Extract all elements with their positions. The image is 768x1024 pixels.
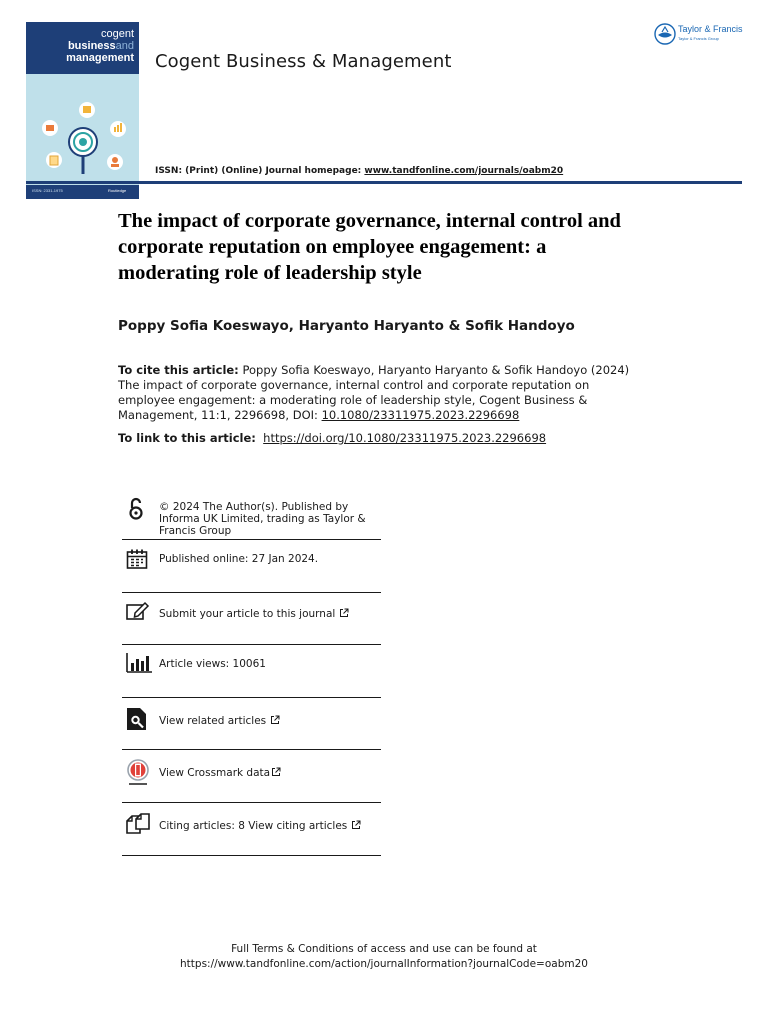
article-info-list bbox=[122, 492, 381, 856]
citation-text: Poppy Sofia Koeswayo, Haryanto Haryanto & Sofik Handoyo (2024) The impact of corporate governance, internal control and corporate reputation on employee engagement: a moderating role of leadership style, Cogent Business & Management, 11:1, 2296698, DOI: bbox=[118, 363, 630, 422]
cover-illustration bbox=[26, 74, 139, 185]
cover-line-management: management bbox=[66, 52, 134, 64]
external-link-icon bbox=[339, 608, 349, 618]
info-text-related[interactable]: View related articles bbox=[159, 715, 267, 727]
cover-line-cogent: cogent bbox=[100, 28, 134, 40]
search-document-icon bbox=[126, 707, 148, 731]
footer-terms-text: Full Terms & Conditions of access and use can be found at bbox=[231, 943, 537, 955]
info-item-citing[interactable] bbox=[122, 803, 381, 856]
taylor-francis-logo[interactable] bbox=[654, 22, 749, 46]
info-text-crossmark[interactable]: View Crossmark data bbox=[159, 767, 271, 779]
info-text-views: Article views: 10061 bbox=[159, 658, 266, 670]
info-text-copyright: © 2024 The Author(s). Published by Informa UK Limited, trading as Taylor & Francis Group bbox=[159, 501, 366, 537]
crossmark-icon bbox=[126, 759, 150, 787]
citation-label: To cite this article: bbox=[118, 363, 239, 377]
info-item-submit[interactable] bbox=[122, 593, 381, 645]
open-access-icon bbox=[126, 497, 146, 521]
article-authors: Poppy Sofia Koeswayo, Haryanto Haryanto & Sofik Handoyo bbox=[118, 318, 575, 334]
info-text-submit[interactable]: Submit your article to this journal bbox=[159, 608, 336, 620]
info-item-views bbox=[122, 645, 381, 698]
bar-chart-icon bbox=[126, 653, 152, 673]
publisher-group: Taylor & Francis Group bbox=[678, 36, 719, 41]
journal-cover bbox=[26, 22, 139, 193]
info-item-related[interactable] bbox=[122, 698, 381, 750]
header-divider bbox=[26, 181, 742, 184]
external-link-icon bbox=[351, 820, 361, 830]
cover-line-business: businessand bbox=[67, 40, 134, 52]
calendar-icon bbox=[126, 548, 148, 570]
external-link-icon bbox=[270, 715, 280, 725]
publisher-name: Taylor & Francis bbox=[678, 24, 743, 34]
taylor-francis-logo-icon bbox=[654, 23, 676, 45]
issn-homepage-line bbox=[155, 166, 563, 176]
info-item-open-access bbox=[122, 492, 381, 540]
cover-publisher: Routledge bbox=[108, 188, 127, 193]
info-text-published: Published online: 27 Jan 2024. bbox=[159, 553, 319, 565]
citation-doi-link[interactable]: 10.1080/23311975.2023.2296698 bbox=[321, 408, 520, 422]
journal-homepage-link[interactable]: www.tandfonline.com/journals/oabm20 bbox=[364, 166, 564, 176]
article-link-block bbox=[118, 431, 638, 445]
issn-text: ISSN: (Print) (Online) Journal homepage: bbox=[155, 166, 365, 176]
article-title: The impact of corporate governance, internal control and corporate reputation on employee engagement: a moderating role of leadership style bbox=[118, 210, 621, 284]
info-item-published-online bbox=[122, 540, 381, 593]
footer-terms-url[interactable]: https://www.tandfonline.com/action/journalInformation?journalCode=oabm20 bbox=[180, 958, 588, 970]
info-item-crossmark[interactable] bbox=[122, 750, 381, 803]
article-doi-url[interactable]: https://doi.org/10.1080/23311975.2023.2296698 bbox=[263, 431, 547, 445]
journal-title: Cogent Business & Management bbox=[155, 51, 452, 72]
cover-footer bbox=[26, 185, 139, 199]
external-link-icon bbox=[271, 767, 281, 777]
terms-footer bbox=[0, 942, 768, 972]
info-text-citing[interactable]: Citing articles: 8 View citing articles bbox=[159, 820, 348, 832]
cover-masthead bbox=[26, 22, 139, 74]
citing-articles-icon bbox=[126, 813, 150, 835]
cover-issn: ISSN: 2331-1975 bbox=[32, 188, 63, 193]
edit-icon bbox=[126, 601, 150, 621]
link-label: To link to this article: bbox=[118, 431, 256, 445]
citation-block bbox=[118, 363, 638, 423]
